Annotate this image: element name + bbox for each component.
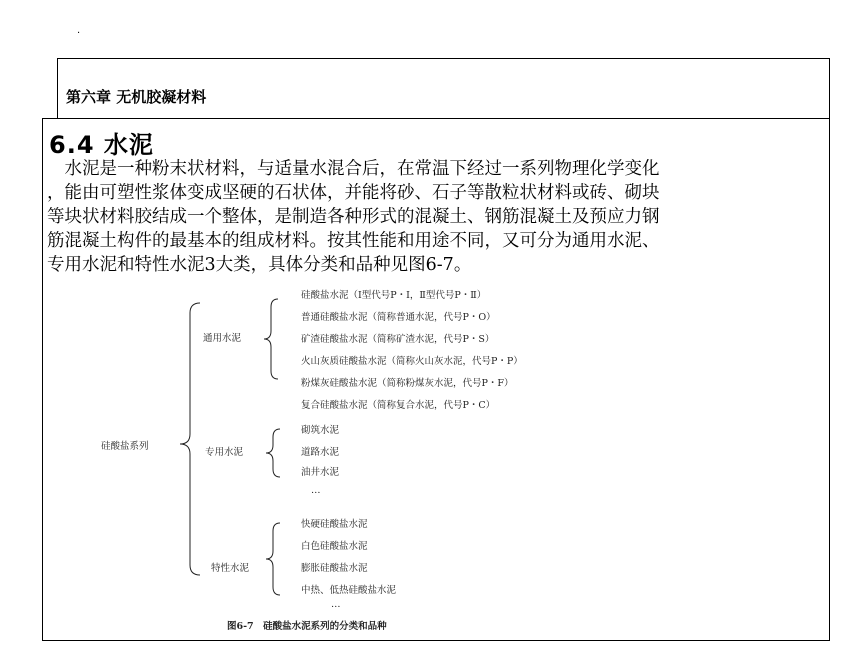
- item-label: 普通硅酸盐水泥（简称普通水泥，代号P・O）: [301, 312, 496, 323]
- group-label-special: 专用水泥: [205, 447, 244, 458]
- item-label: 白色硅酸盐水泥: [301, 541, 368, 552]
- cement-classification-diagram: [43, 279, 830, 641]
- item-label: 道路水泥: [301, 447, 340, 458]
- chapter-header-box: [57, 58, 830, 118]
- group-brace-special: [266, 429, 280, 477]
- group-brace-property: [266, 523, 280, 595]
- root-label: 硅酸盐系列: [101, 441, 149, 452]
- section-heading: 6.4 水泥: [49, 131, 154, 159]
- paragraph-line: 专用水泥和特性水泥3大类，具体分类和品种见图6-7。: [47, 255, 472, 275]
- item-label: 粉煤灰硅酸盐水泥（简称粉煤灰水泥，代号P・F）: [301, 378, 514, 389]
- paragraph-line: 等块状材料胶结成一个整体，是制造各种形式的混凝土、钢筋混凝土及预应力钢: [47, 207, 660, 227]
- item-label: 砌筑水泥: [301, 425, 340, 436]
- item-label: 中热、低热硅酸盐水泥: [301, 585, 397, 596]
- paragraph-line: 水泥是一种粉末状材料，与适量水混合后，在常温下经过一系列物理化学变化: [47, 159, 660, 179]
- content-box: [42, 118, 830, 641]
- item-label: 膨胀硅酸盐水泥: [301, 563, 368, 574]
- item-label: …: [311, 485, 321, 496]
- root-brace: [180, 303, 200, 575]
- item-label: 硅酸盐水泥（Ⅰ型代号P・Ⅰ，Ⅱ型代号P・Ⅱ）: [301, 290, 487, 301]
- group-label-general: 通用水泥: [203, 333, 242, 344]
- item-label: 复合硅酸盐水泥（简称复合水泥，代号P・C）: [301, 400, 496, 411]
- figure-caption: 图6-7 硅酸盐水泥系列的分类和品种: [227, 621, 387, 632]
- body-paragraph: [47, 157, 827, 277]
- item-label: 油井水泥: [301, 467, 340, 478]
- header-mark: .: [77, 25, 81, 36]
- group-brace-general: [264, 299, 278, 379]
- chapter-title: 第六章 无机胶凝材料: [66, 88, 207, 106]
- item-label: …: [331, 599, 341, 610]
- item-label: 快硬硅酸盐水泥: [301, 519, 368, 530]
- item-label: 矿渣硅酸盐水泥（简称矿渣水泥，代号P・S）: [301, 334, 495, 345]
- group-label-property: 特性水泥: [211, 563, 250, 574]
- paragraph-line: ，能由可塑性浆体变成坚硬的石状体，并能将砂、石子等散粒状材料或砖、砌块: [47, 183, 660, 203]
- item-label: 火山灰质硅酸盐水泥（简称火山灰水泥，代号P・P）: [301, 356, 523, 367]
- paragraph-line: 筋混凝土构件的最基本的组成材料。按其性能和用途不同，又可分为通用水泥、: [47, 231, 660, 251]
